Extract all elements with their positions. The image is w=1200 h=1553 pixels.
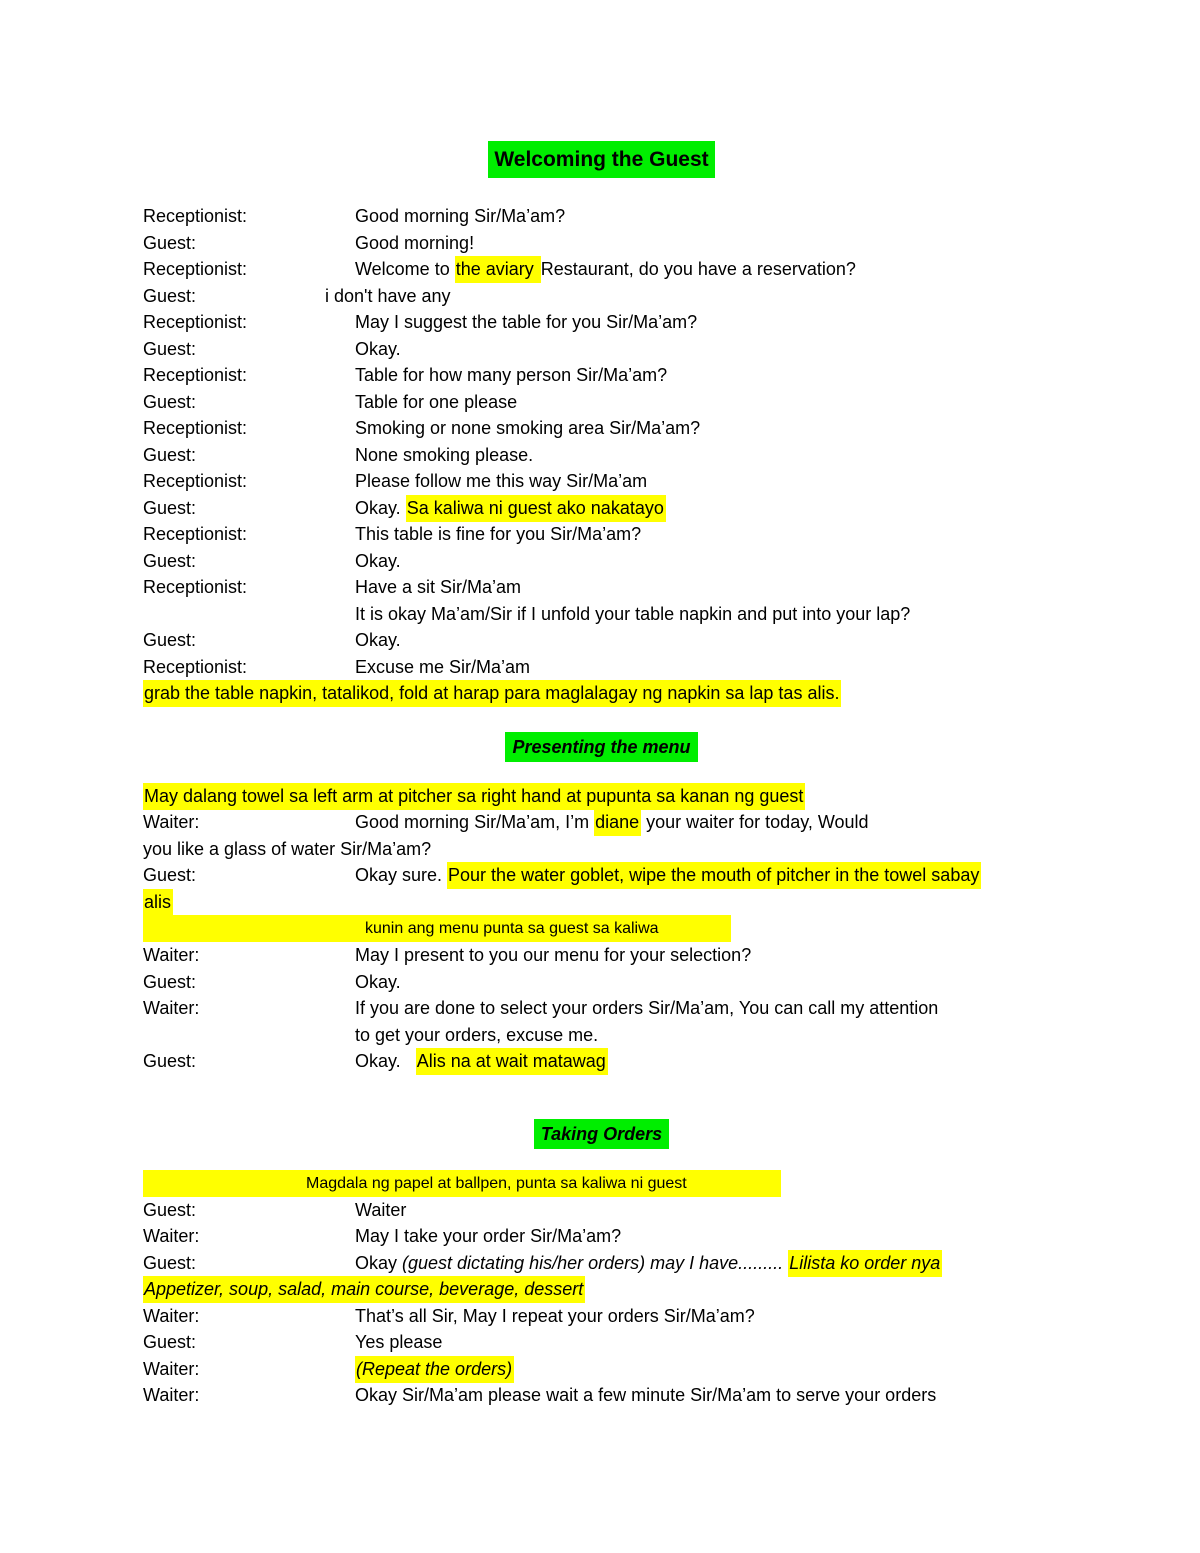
line-text xyxy=(355,389,517,416)
line-text xyxy=(355,1382,936,1409)
speaker-label: Guest: xyxy=(143,630,197,650)
dialogue-line xyxy=(143,336,1060,363)
dialogue-line xyxy=(143,203,1060,230)
dialogue-line xyxy=(143,283,1060,310)
text-segment: Waiter xyxy=(355,1199,407,1220)
highlighted-text: diane xyxy=(594,809,641,836)
dialogue-line xyxy=(143,548,1060,575)
dialogue-line xyxy=(143,1022,1060,1049)
spacer xyxy=(143,707,1060,732)
section-header: Taking Orders xyxy=(534,1119,669,1149)
spacer xyxy=(143,762,1060,783)
speaker-label: Guest: xyxy=(143,1199,197,1220)
text-segment: May I take your order Sir/Ma’am? xyxy=(355,1226,622,1246)
text-segment: None smoking please. xyxy=(355,444,534,465)
speaker-label: Guest: xyxy=(143,971,197,992)
line-text xyxy=(355,1223,621,1250)
dialogue-line xyxy=(143,256,1060,283)
dialogue-line xyxy=(143,836,1060,863)
text-segment: May I present to you our menu for your selection? xyxy=(355,945,752,965)
line-text xyxy=(355,654,530,681)
highlighted-text: the aviary xyxy=(455,256,541,283)
text-segment: This table is fine for you Sir/Ma’am? xyxy=(355,524,642,544)
line-text xyxy=(355,969,401,996)
line-text xyxy=(355,362,667,389)
highlighted-text: alis xyxy=(143,889,173,916)
text-segment: Table for how many person Sir/Ma’am? xyxy=(355,365,668,385)
text-segment: Smoking or none smoking area Sir/Ma’am? xyxy=(355,418,701,438)
dialogue-line xyxy=(143,1276,1060,1303)
text-segment: It is okay Ma’am/Sir if I unfold your table napkin and put into your lap? xyxy=(355,603,911,624)
text-segment: to get your orders, excuse me. xyxy=(355,1024,599,1045)
line-text xyxy=(355,942,751,969)
line-text xyxy=(355,862,981,889)
dialogue-line xyxy=(143,1303,1060,1330)
line-text xyxy=(355,1197,406,1224)
line-text xyxy=(355,468,647,495)
line-text xyxy=(355,495,666,522)
text-segment: your waiter for today, Would xyxy=(641,812,869,832)
speaker-label: Receptionist: xyxy=(143,365,248,385)
text-segment: If you are done to select your orders Sir/Ma’am, You can call my attention xyxy=(355,998,939,1018)
text-segment: i don't have any xyxy=(325,285,451,306)
speaker-label: Receptionist: xyxy=(143,312,248,332)
line-text xyxy=(143,1276,585,1303)
highlighted-text: Lilista ko order nya xyxy=(788,1250,942,1277)
dialogue-line xyxy=(143,627,1060,654)
dialogue-line xyxy=(143,230,1060,257)
stage-direction-line xyxy=(143,915,731,942)
line-text xyxy=(355,574,521,601)
section-header: Presenting the menu xyxy=(505,732,697,762)
speaker-label: Receptionist: xyxy=(143,577,248,597)
dialogue-line xyxy=(143,809,1060,836)
speaker-label: Receptionist: xyxy=(143,471,248,491)
dialogue-line xyxy=(143,574,1060,601)
highlighted-text: Sa kaliwa ni guest ako nakatayo xyxy=(406,495,666,522)
line-text xyxy=(355,1303,755,1330)
text-segment: Restaurant, do you have a reservation? xyxy=(540,259,856,279)
speaker-label: Receptionist: xyxy=(143,524,248,544)
speaker-label: Waiter: xyxy=(143,1358,200,1379)
dialogue-line xyxy=(143,1048,1060,1075)
dialogue-line xyxy=(143,942,1060,969)
stage-direction-line xyxy=(143,1170,781,1197)
text-segment: Okay. xyxy=(355,497,406,518)
dialogue-line xyxy=(143,969,1060,996)
line-text xyxy=(355,1356,514,1383)
line-text xyxy=(143,836,431,863)
text-segment: Good morning Sir/Ma’am? xyxy=(355,206,566,226)
text-segment: Magdala ng papel at ballpen, punta sa kaliwa ni guest xyxy=(306,1174,687,1192)
dialogue-line xyxy=(143,601,1060,628)
line-text xyxy=(325,283,451,310)
dialogue-line xyxy=(143,415,1060,442)
line-text xyxy=(355,521,641,548)
highlighted-text: Alis na at wait matawag xyxy=(416,1048,608,1075)
line-text xyxy=(355,1329,442,1356)
spacer xyxy=(143,1075,1060,1119)
dialogue-line xyxy=(143,1382,1060,1409)
dialogue-line xyxy=(143,680,1060,707)
line-text xyxy=(355,256,856,283)
line-text xyxy=(355,601,910,628)
line-text xyxy=(143,783,805,810)
line-text xyxy=(355,415,700,442)
spacer xyxy=(143,1149,1060,1170)
line-text xyxy=(355,230,474,257)
speaker-label: Guest: xyxy=(143,232,197,253)
title-line xyxy=(143,140,1060,180)
dialogue-line xyxy=(143,442,1060,469)
speaker-label: Waiter: xyxy=(143,998,200,1018)
dialogue-line xyxy=(143,495,1060,522)
speaker-label: Guest: xyxy=(143,1252,197,1273)
speaker-label: Guest: xyxy=(143,391,197,412)
section-header-line xyxy=(143,1119,1060,1149)
speaker-label: Receptionist: xyxy=(143,259,248,279)
text-segment: Okay. xyxy=(355,338,401,359)
dialogue-line xyxy=(143,468,1060,495)
speaker-label: Receptionist: xyxy=(143,656,248,677)
text-segment: you like a glass of water Sir/Ma’am? xyxy=(143,838,432,859)
dialogue-line xyxy=(143,654,1060,681)
section-header-line xyxy=(143,732,1060,762)
dialogue-line xyxy=(143,862,1060,889)
text-segment: Table for one please xyxy=(355,391,518,412)
text-segment: Good morning Sir/Ma’am, I’m xyxy=(355,812,595,832)
highlighted-text: Appetizer, soup, salad, main course, beverage, dessert xyxy=(143,1276,585,1303)
text-segment: (guest dictating his/her orders) may I have......... xyxy=(402,1252,784,1273)
document-title: Welcoming the Guest xyxy=(488,141,714,178)
speaker-label: Waiter: xyxy=(143,945,200,965)
speaker-label: Waiter: xyxy=(143,1385,200,1405)
text-segment: kunin ang menu punta sa guest sa kaliwa xyxy=(365,920,659,937)
line-text xyxy=(355,1250,942,1277)
dialogue-line xyxy=(143,389,1060,416)
highlighted-text: (Repeat the orders) xyxy=(355,1356,514,1383)
dialogue-line xyxy=(143,309,1060,336)
line-text xyxy=(355,1022,598,1049)
text-segment: Excuse me Sir/Ma’am xyxy=(355,656,531,677)
dialogue-line xyxy=(143,889,1060,916)
text-segment: Okay. xyxy=(355,971,401,992)
line-text xyxy=(355,995,938,1022)
text-segment: Yes please xyxy=(355,1332,443,1352)
highlighted-text: Pour the water goblet, wipe the mouth of pitcher in the towel sabay xyxy=(447,862,981,889)
dialogue-line xyxy=(143,362,1060,389)
text-segment: Okay. xyxy=(355,1051,416,1071)
text-segment: Okay. xyxy=(355,630,401,650)
dialogue-line xyxy=(143,521,1060,548)
text-segment: That’s all Sir, May I repeat your orders Sir/Ma’am? xyxy=(355,1305,755,1326)
dialogue-line xyxy=(143,783,1060,810)
speaker-label: Waiter: xyxy=(143,1226,200,1246)
speaker-label: Guest: xyxy=(143,497,197,518)
speaker-label: Guest: xyxy=(143,550,197,571)
text-segment: Okay xyxy=(355,1252,403,1273)
line-text xyxy=(355,336,401,363)
dialogue-line xyxy=(143,1356,1060,1383)
line-text xyxy=(355,203,565,230)
speaker-label: Waiter: xyxy=(143,812,200,832)
speaker-label: Guest: xyxy=(143,444,197,465)
line-text xyxy=(355,442,533,469)
dialogue-line xyxy=(143,1250,1060,1277)
text-segment: Good morning! xyxy=(355,232,475,253)
line-text xyxy=(143,680,841,707)
line-text xyxy=(143,889,173,916)
text-segment: Okay sure. xyxy=(355,865,448,885)
line-text xyxy=(355,627,401,654)
text-segment: Please follow me this way Sir/Ma’am xyxy=(355,471,648,491)
speaker-label: Guest: xyxy=(143,1051,197,1071)
line-text xyxy=(355,548,401,575)
speaker-label: Receptionist: xyxy=(143,418,248,438)
highlighted-text: grab the table napkin, tatalikod, fold at harap para maglalagay ng napkin sa lap tas alis. xyxy=(143,680,841,707)
dialogue-line xyxy=(143,1197,1060,1224)
text-segment: May I suggest the table for you Sir/Ma’am? xyxy=(355,312,698,332)
text-segment: Okay. xyxy=(355,550,401,571)
dialogue-line xyxy=(143,1223,1060,1250)
speaker-label: Guest: xyxy=(143,865,197,885)
text-segment: Okay Sir/Ma’am please wait a few minute Sir/Ma’am to serve your orders xyxy=(355,1385,937,1405)
dialogue-line xyxy=(143,995,1060,1022)
text-segment: Have a sit Sir/Ma’am xyxy=(355,577,522,597)
speaker-label: Guest: xyxy=(143,285,197,306)
speaker-label: Guest: xyxy=(143,1332,197,1352)
line-text xyxy=(355,309,697,336)
line-text xyxy=(355,1048,608,1075)
speaker-label: Guest: xyxy=(143,338,197,359)
speaker-label: Waiter: xyxy=(143,1305,200,1326)
highlighted-text: May dalang towel sa left arm at pitcher sa right hand at pupunta sa kanan ng guest xyxy=(143,783,805,810)
line-text xyxy=(355,809,869,836)
speaker-label: Receptionist: xyxy=(143,206,248,226)
text-segment: Welcome to xyxy=(355,259,455,279)
dialogue-line xyxy=(143,1329,1060,1356)
